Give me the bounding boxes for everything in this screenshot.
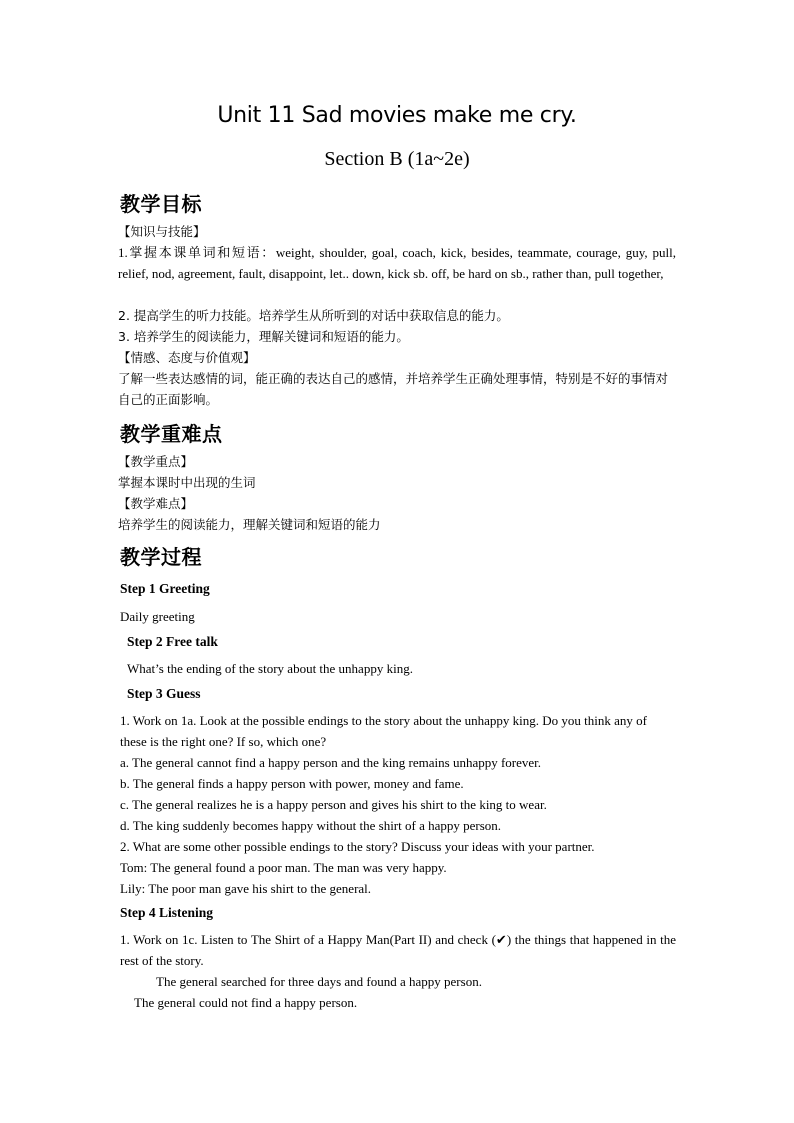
- step3-dialogue-lily: Lily: The poor man gave his shirt to the general.: [120, 881, 372, 896]
- difficulty-label: 【教学难点】: [118, 496, 194, 511]
- process-heading: 教学过程: [120, 545, 202, 569]
- step3-title: Step 3 Guess: [127, 686, 201, 701]
- step1-text: Daily greeting: [120, 609, 195, 624]
- step3-option-d: d. The king suddenly becomes happy without the shirt of a happy person.: [120, 818, 502, 833]
- emotion-text: 了解一些表达感情的词，能正确的表达自己的感情，并培养学生正确处理事情，特别是不好的事情对自己的正面影响。: [118, 371, 669, 407]
- focus-text: 掌握本课时中出现的生词: [118, 475, 256, 490]
- objective-item-1: 1.掌握本课单词和短语：weight, shoulder, goal, coach, kick, besides, teammate, courage, guy, pull, relief, nod, agreement, fault, disappoint, let.. down, kick sb. off, be hard on sb., rather than, pull together,: [118, 245, 676, 281]
- focus-label: 【教学重点】: [118, 454, 194, 469]
- step4-line-1: The general searched for three days and found a happy person.: [156, 974, 482, 989]
- step3-option-c: c. The general realizes he is a happy person and gives his shirt to the king to wear.: [120, 797, 547, 812]
- step1-title: Step 1 Greeting: [120, 581, 210, 596]
- step3-option-b: b. The general finds a happy person with power, money and fame.: [120, 776, 464, 791]
- emotion-label: 【情感、态度与价值观】: [118, 350, 256, 365]
- key-points-heading: 教学重难点: [120, 422, 223, 446]
- objectives-heading: 教学目标: [120, 192, 202, 216]
- step3-question-2: 2. What are some other possible endings to the story? Discuss your ideas with your partner.: [120, 839, 595, 854]
- page-title: Unit 11 Sad movies make me cry.: [217, 103, 577, 128]
- knowledge-label: 【知识与技能】: [118, 224, 206, 239]
- step2-title: Step 2 Free talk: [127, 634, 218, 649]
- objective-item-3: 3. 培养学生的阅读能力，理解关键词和短语的能力。: [118, 329, 409, 344]
- step3-dialogue-tom: Tom: The general found a poor man. The man was very happy.: [120, 860, 447, 875]
- step4-line-2: The general could not find a happy person.: [134, 995, 358, 1010]
- step3-question-1: 1. Work on 1a. Look at the possible endings to the story about the unhappy king. Do you think any of these is the right one? If so, which one?: [120, 713, 647, 749]
- page-subtitle: Section B (1a~2e): [324, 148, 470, 170]
- step4-question-1: 1. Work on 1c. Listen to The Shirt of a Happy Man(Part II) and check (✔) the things that happened in the rest of the story.: [120, 932, 676, 968]
- step4-title: Step 4 Listening: [120, 905, 214, 920]
- step3-option-a: a. The general cannot find a happy person and the king remains unhappy forever.: [120, 755, 542, 770]
- difficulty-text: 培养学生的阅读能力，理解关键词和短语的能力: [118, 517, 381, 532]
- objective-item-2: 2. 提高学生的听力技能。培养学生从所听到的对话中获取信息的能力。: [118, 308, 509, 323]
- step2-text: What’s the ending of the story about the unhappy king.: [127, 661, 413, 676]
